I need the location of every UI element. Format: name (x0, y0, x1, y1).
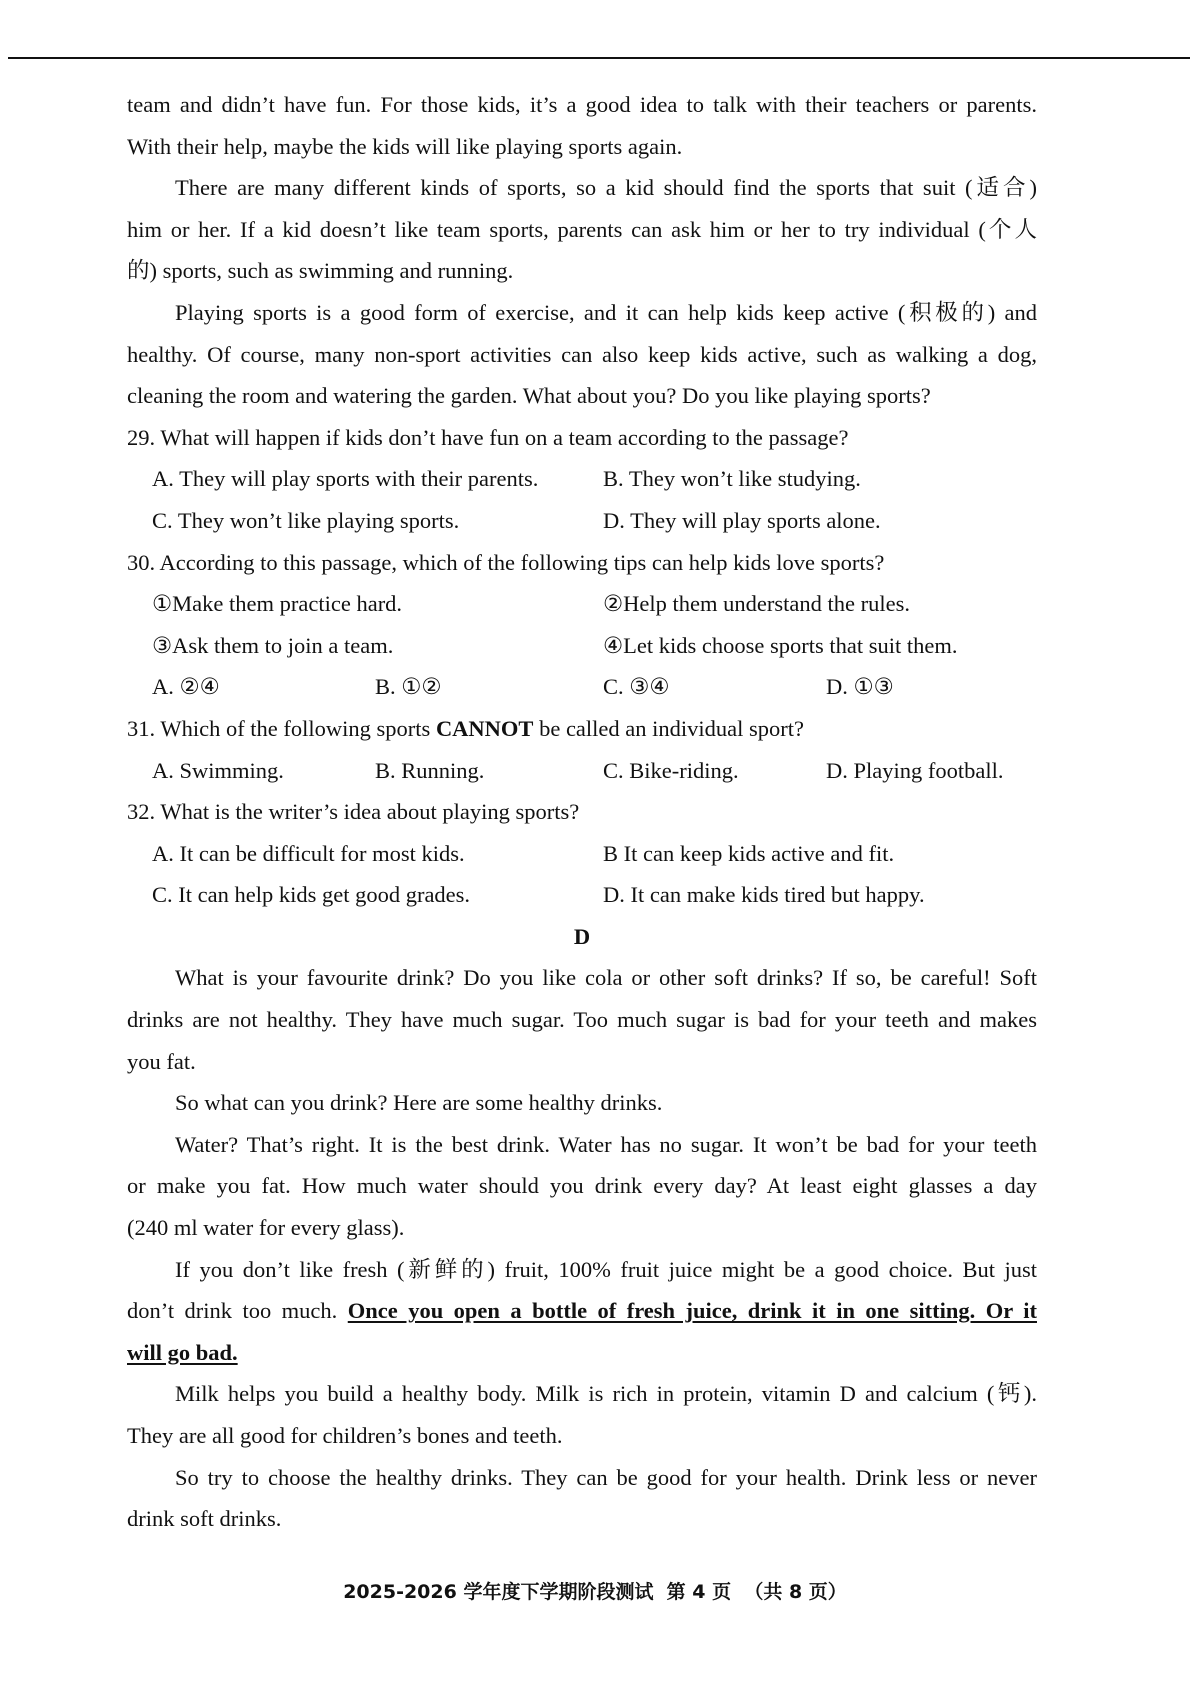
text-line: cleaning the room and watering the garden. What about you? Do you like playing sports? (127, 383, 931, 409)
option-b: B. Running. (375, 757, 485, 783)
passage-d-paragraph-2: So what can you drink? Here are some healthy drinks. (175, 1090, 663, 1116)
question-stem (127, 708, 1037, 750)
option-a: A. Swimming. (152, 757, 284, 783)
top-rule (8, 57, 1190, 59)
text-line: (240 ml water for every glass). (127, 1215, 405, 1241)
question-30 (127, 542, 1037, 708)
passage-c-paragraph-2 (127, 167, 1037, 292)
passage-d-paragraph-4 (127, 1249, 1037, 1374)
text-line: If you don’t like fresh (新鲜的) fruit, 100% fruit juice might be a good choice. But just (175, 1256, 1037, 1282)
text-line: So try to choose the healthy drinks. They can be good for your health. Drink less or never (175, 1464, 1037, 1490)
option-c: C. They won’t like playing sports. (152, 507, 460, 533)
tip-row (127, 625, 1037, 667)
option-d: D. They will play sports alone. (603, 507, 881, 533)
tip-3: ③Ask them to join a team. (152, 632, 394, 658)
question-32 (127, 791, 1037, 916)
text-line: With their help, maybe the kids will like playing sports again. (127, 133, 683, 159)
option-a: A. They will play sports with their parents. (152, 466, 539, 492)
option-a: A. It can be difficult for most kids. (152, 840, 465, 866)
question-stem: 29. What will happen if kids don’t have fun on a team according to the passage? (127, 424, 849, 450)
underlined-sentence: Once you open a bottle of fresh juice, drink it in one sitting. Or it (347, 1298, 1037, 1324)
option-row (127, 750, 1037, 792)
text-line: him or her. If a kid doesn’t like team sports, parents can ask him or her to try individual (个人 (127, 216, 1037, 242)
stem-text: be called an individual sport? (533, 715, 804, 741)
option-a: A. ②④ (152, 674, 220, 700)
passage-c-paragraph-3 (127, 292, 1037, 417)
option-b: B. They won’t like studying. (603, 466, 861, 492)
option-d: D. It can make kids tired but happy. (603, 882, 925, 908)
text-line: They are all good for children’s bones and teeth. (127, 1423, 563, 1448)
option-c: C. It can help kids get good grades. (152, 882, 471, 908)
tip-row (127, 583, 1037, 625)
text-line: There are many different kinds of sports, so a kid should find the sports that suit (适合) (175, 175, 1037, 201)
text-line: 的) sports, such as swimming and running. (127, 258, 514, 284)
passage-c-paragraph-1 (127, 84, 1037, 167)
option-row (127, 500, 1037, 542)
option-c: C. ③④ (603, 674, 670, 700)
tip-4: ④Let kids choose sports that suit them. (603, 632, 958, 658)
text-line (127, 1332, 1037, 1374)
text-line: What is your favourite drink? Do you like cola or other soft drinks? If so, be careful! Soft (175, 965, 1037, 991)
text-line: or make you fat. How much water should you drink every day? At least eight glasses a day (127, 1173, 1037, 1199)
option-row (127, 874, 1037, 916)
option-row (127, 833, 1037, 875)
underlined-sentence: will go bad. (127, 1339, 238, 1365)
option-b: B. ①② (375, 674, 442, 700)
option-d: D. ①③ (826, 674, 894, 700)
option-d: D. Playing football. (826, 757, 1004, 783)
option-c: C. Bike-riding. (603, 757, 739, 783)
stem-text: 31. Which of the following sports (127, 715, 436, 741)
question-stem: 30. According to this passage, which of the following tips can help kids love sports? (127, 549, 885, 575)
tip-1: ①Make them practice hard. (152, 591, 403, 617)
text-line: healthy. Of course, many non-sport activities can also keep kids active, such as walking a dog, (127, 341, 1037, 367)
tip-2: ②Help them understand the rules. (603, 591, 910, 617)
text-line: Playing sports is a good form of exercise, and it can help kids keep active (积极的) and (175, 299, 1037, 325)
section-heading: D (573, 923, 591, 949)
passage-d-paragraph-1 (127, 957, 1037, 1082)
text-line: team and didn’t have fun. For those kids, it’s a good idea to talk with their teachers or parents. (127, 92, 1037, 117)
text-line (127, 1290, 1037, 1332)
option-b: B It can keep kids active and fit. (603, 840, 895, 866)
page-footer: 2025-2026 学年度下学期阶段测试 第 4 页 （共 8 页） (343, 1581, 847, 1603)
question-29 (127, 417, 1037, 542)
option-row (127, 458, 1037, 500)
passage-d-paragraph-5 (127, 1373, 1037, 1456)
text-line: Milk helps you build a healthy body. Milk is rich in protein, vitamin D and calcium (钙). (175, 1381, 1037, 1407)
text-line: drinks are not healthy. They have much sugar. Too much sugar is bad for your teeth and makes (127, 1007, 1037, 1033)
question-31 (127, 708, 1037, 791)
question-stem: 32. What is the writer’s idea about playing sports? (127, 799, 580, 825)
page-content (127, 84, 1037, 1540)
stem-emphasis: CANNOT (435, 715, 534, 741)
passage-d-paragraph-6 (127, 1457, 1037, 1540)
text-line: you fat. (127, 1048, 196, 1074)
text-line: Water? That’s right. It is the best drink. Water has no sugar. It won’t be bad for your teeth (175, 1131, 1037, 1157)
option-row (127, 666, 1037, 708)
passage-d-paragraph-3 (127, 1124, 1037, 1249)
text-line: drink soft drinks. (127, 1506, 282, 1532)
text-segment: don’t drink too much. (127, 1298, 348, 1324)
